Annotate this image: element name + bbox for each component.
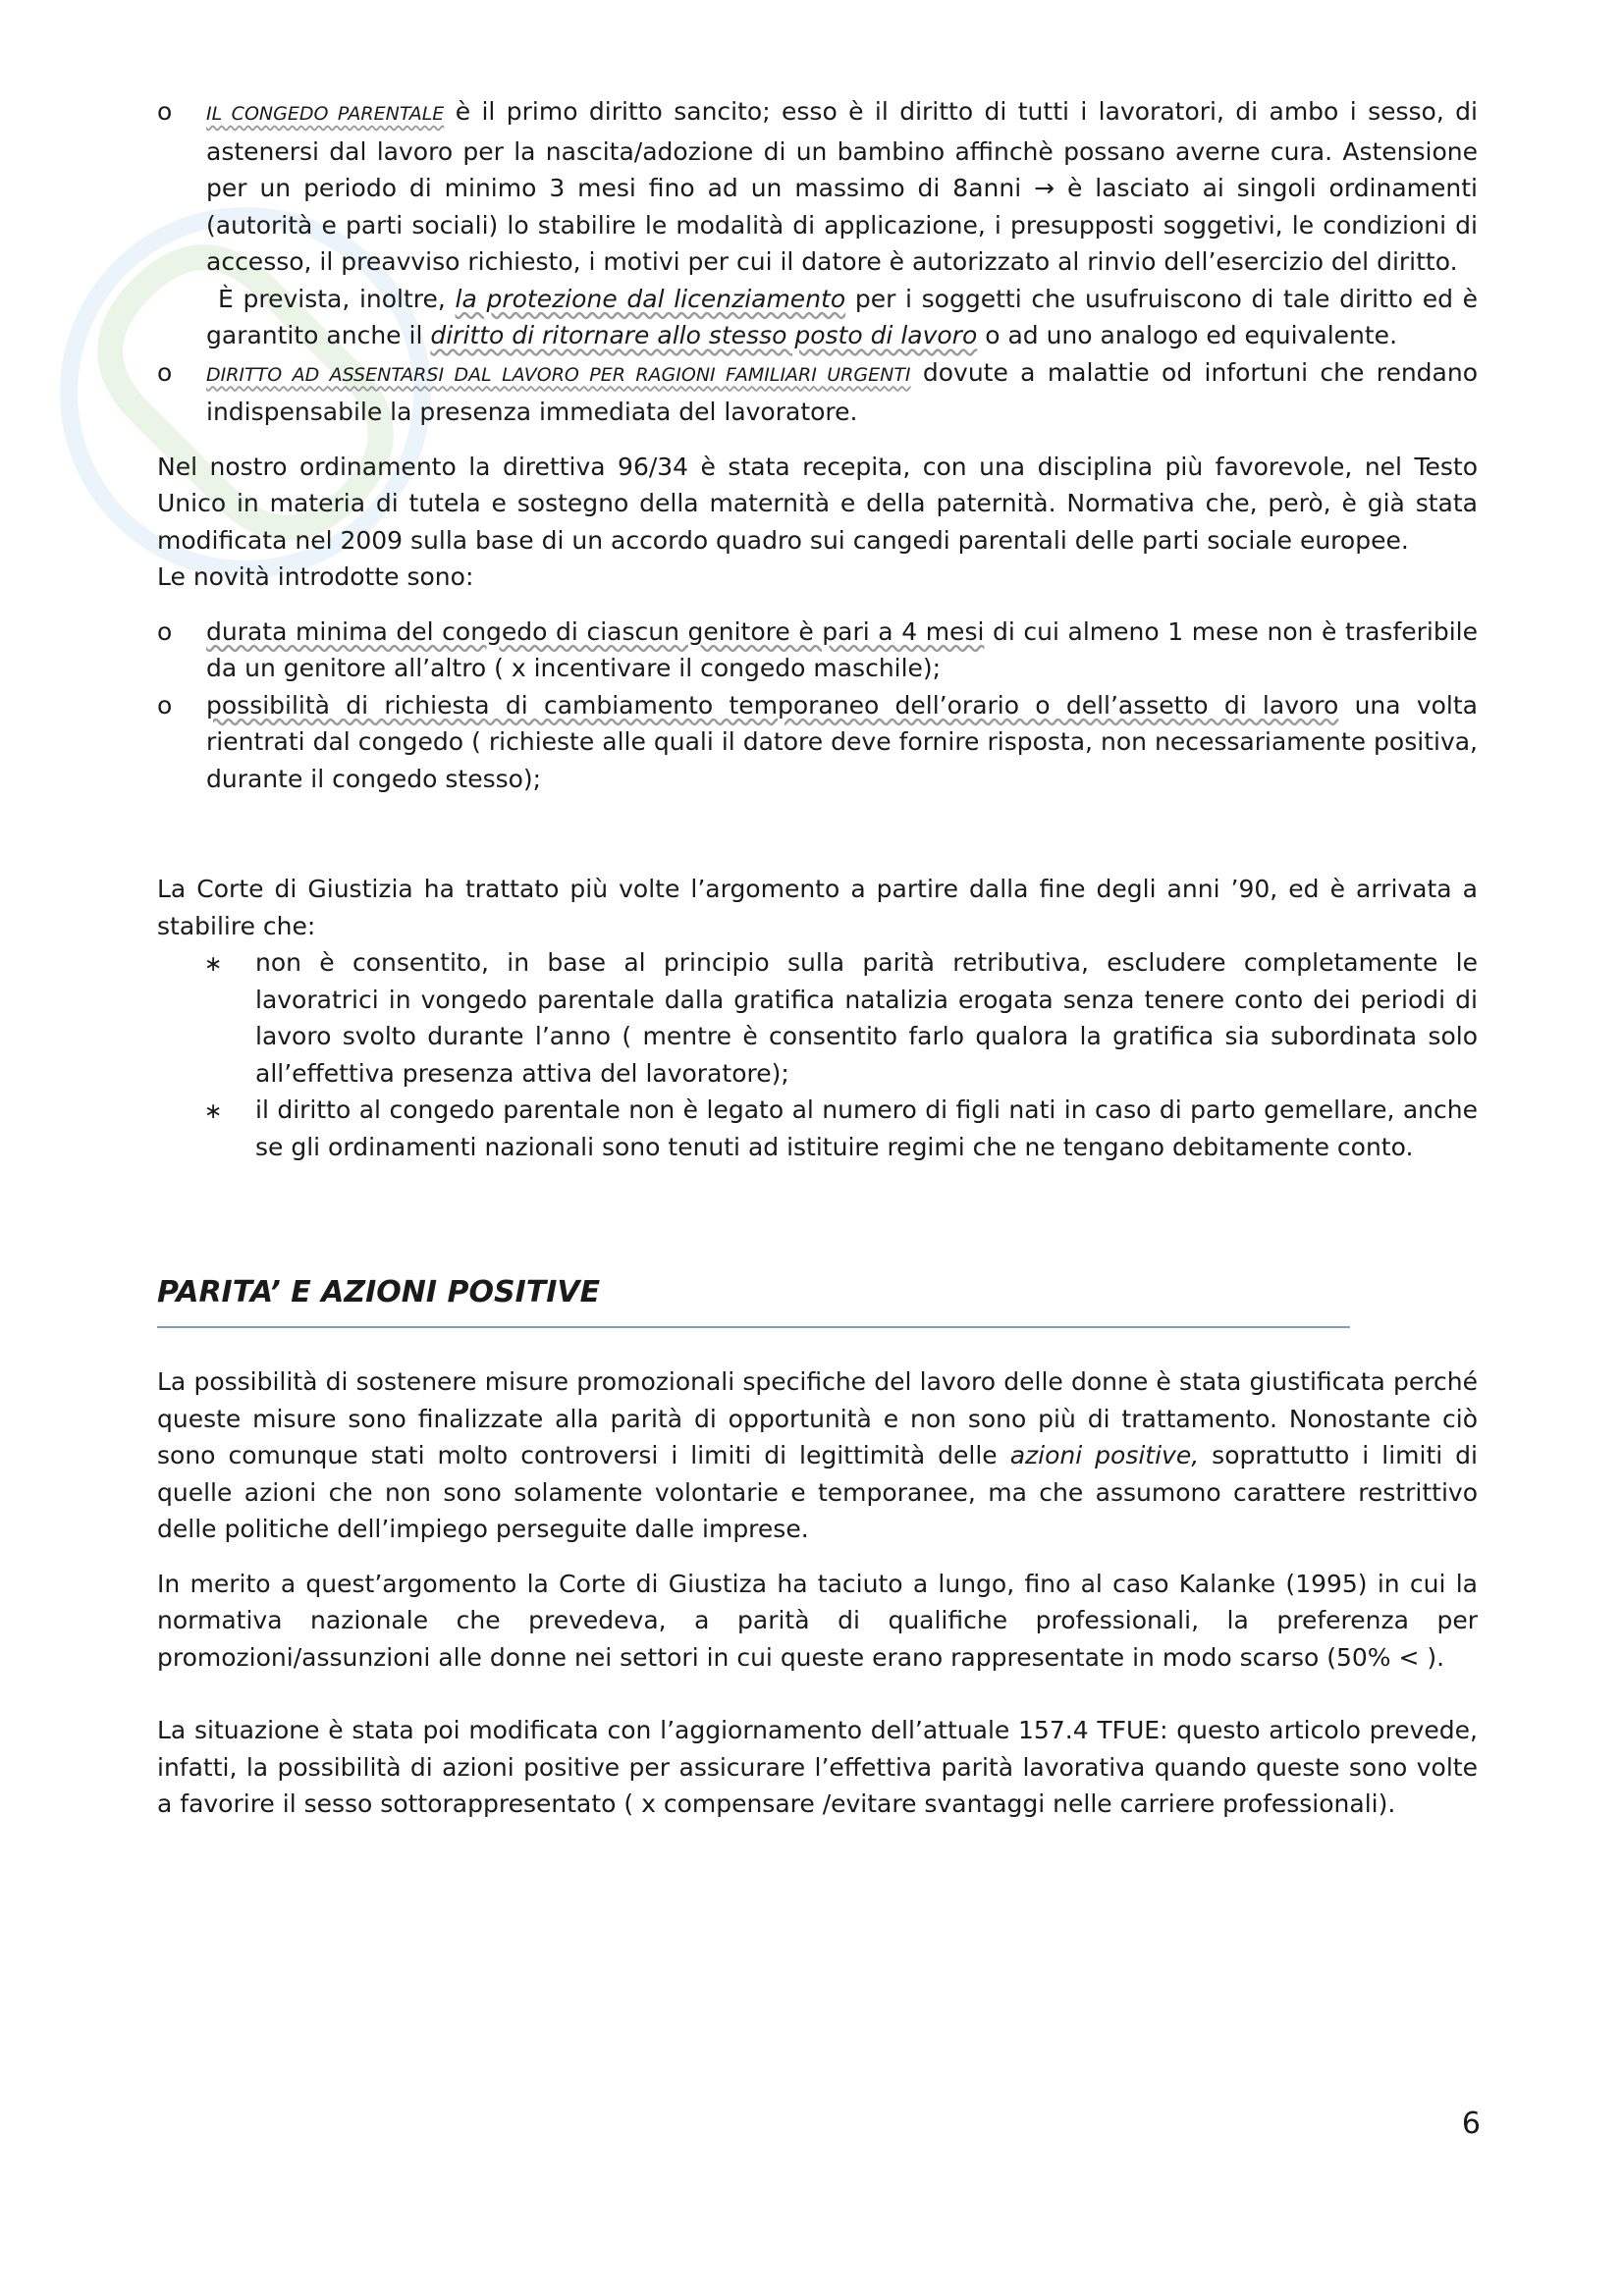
list-item [157,354,1478,431]
paragraph: Le novità introdotte sono: [157,562,474,591]
item-text: dovute a malattie od infortuni che rendano indispensabile la presenza immediata del lavoratore. [206,357,1479,426]
paragraph: In merito a quest’argomento la Corte di Giustiza ha taciuto a lungo, fino al caso Kalanke (1995) in cui la normativa nazionale che prevedeva, a parità di qualifiche professionali, la preferenza per promozioni/assunzioni alle donne nei settori in cui queste erano rappresentate in modo scarso (50% < ). [157,1569,1478,1672]
item-emphasis: durata minima del congedo di ciascun genitore è pari a 4 mesi [206,616,985,646]
list-item [157,93,1478,354]
section-heading: PARITA’ E AZIONI POSITIVE [157,1273,1350,1328]
corte-list [157,944,1478,1165]
bullet-asterisk-icon: ∗ [204,1099,223,1124]
item-text: è il primo diritto sancito; esso è il diritto di tutti i lavoratori, di ambo i sesso, di astenersi dal lavoro per la nascita/adozione di un bambino affinchè possano averne cura. Astensione per un periodo di minimo 3 mesi fino ad un massimo di 8anni → è lasciato ai singoli ordinamenti (autorità e parti sociali) lo stabilire le modalità di applicazione, i presupposti soggetivi, le condizioni di accesso, il preavviso richiesto, i motivi per cui il datore è autorizzato al rinvio dell’esercizio del diritto. [206,97,1478,276]
page-number: 6 [1461,2107,1481,2141]
paragraph [157,1363,1478,1548]
bullet-o-icon: o [157,97,173,126]
paragraph-text: La possibilità di sostenere misure promozionali specifiche del lavoro delle donne è stata giustificata perché queste misure sono finalizzate alla parità di opportunità e non sono più di trattamento. Nonostante ciò sono comunque stati molto controversi i limiti di legittimità delle [157,1367,1478,1469]
item-text: il diritto al congedo parentale non è legato al numero di figli nati in caso di parto gemellare, anche se gli ordinamenti nazionali sono tenuti ad istituire regimi che ne tengano debitamente conto. [255,1095,1478,1161]
list-item [157,687,1478,798]
bullet-o-icon: o [157,357,173,387]
item-text: o ad uno analogo ed equivalente. [977,321,1398,349]
novita-list [157,614,1478,798]
document-body [157,93,1478,1823]
list-item [157,944,1478,1092]
paragraph: La situazione è stata poi modificata con l’aggiornamento dell’attuale 157.4 TFUE: questo articolo prevede, infatti, la possibilità di azioni positive per assicurare l’effettiva parità lavorativa quando queste sono volte a favorire il sesso sottorappresentato ( x compensare /evitare svantaggi nelle carriere professionali). [157,1716,1478,1818]
list-item [157,614,1478,687]
item-text: una volta rientrati dal congedo ( richieste alle quali il datore deve fornire risposta, non necessariamente positiva, durante il congedo stesso); [206,690,1479,793]
bullet-o-icon: o [157,616,173,646]
paragraph-emphasis: azioni positive, [1009,1441,1200,1469]
item-text: per i soggetti che usufruiscono di tale diritto ed è garantito anche il [206,284,1479,349]
item-text: non è consentito, in base al principio sulla parità retributiva, escludere completamente le lavoratrici in vongedo parentale dalla gratifica natalizia erogata senza tenere conto dei periodi di lavoro svolto durante l’anno ( mentre è consentito farlo qualora la gratifica sia subordinata solo all’effettiva presenza attiva del lavoratore); [255,948,1478,1088]
paragraph-text: soprattutto i limiti di quelle azioni che non sono solamente volontarie e temporanee, ma che assumono carattere restrittivo delle politiche dell’impiego perseguite dalle imprese. [157,1441,1478,1543]
bullet-o-icon: o [157,690,173,720]
bullet-asterisk-icon: ∗ [204,952,223,977]
item-emphasis: diritto di ritornare allo stesso posto di lavoro [430,321,978,349]
paragraph: La Corte di Giustizia ha trattato più volte l’argomento a partire dalla fine degli anni ’90, ed è arrivata a stabilire che: [157,875,1478,940]
item-emphasis: possibilità di richiesta di cambiamento temporaneo dell’orario o dell’assetto di lavoro [206,690,1339,720]
paragraph: Nel nostro ordinamento la direttiva 96/34 è stata recepita, con una disciplina più favorevole, nel Testo Unico in materia di tutela e sostegno della maternità e della paternità. Normativa che, però, è già stata modificata nel 2009 sulla base di un accordo quadro sui cangedi parentali delle parti sociale europee. [157,452,1478,555]
item-label: DIRITTO AD ASSENTARSI DAL LAVORO PER RAGIONI FAMILIARI URGENTI [206,363,911,386]
congedo-list [157,93,1478,431]
item-label: IL CONGEDO PARENTALE [206,103,445,125]
item-text: di cui almeno 1 mese non è trasferibile da un genitore all’altro ( x incentivare il congedo maschile); [206,616,1478,682]
item-emphasis: la protezione dal licenziamento [455,284,846,313]
list-item [157,1092,1478,1165]
item-text: È prevista, inoltre, [218,284,456,313]
